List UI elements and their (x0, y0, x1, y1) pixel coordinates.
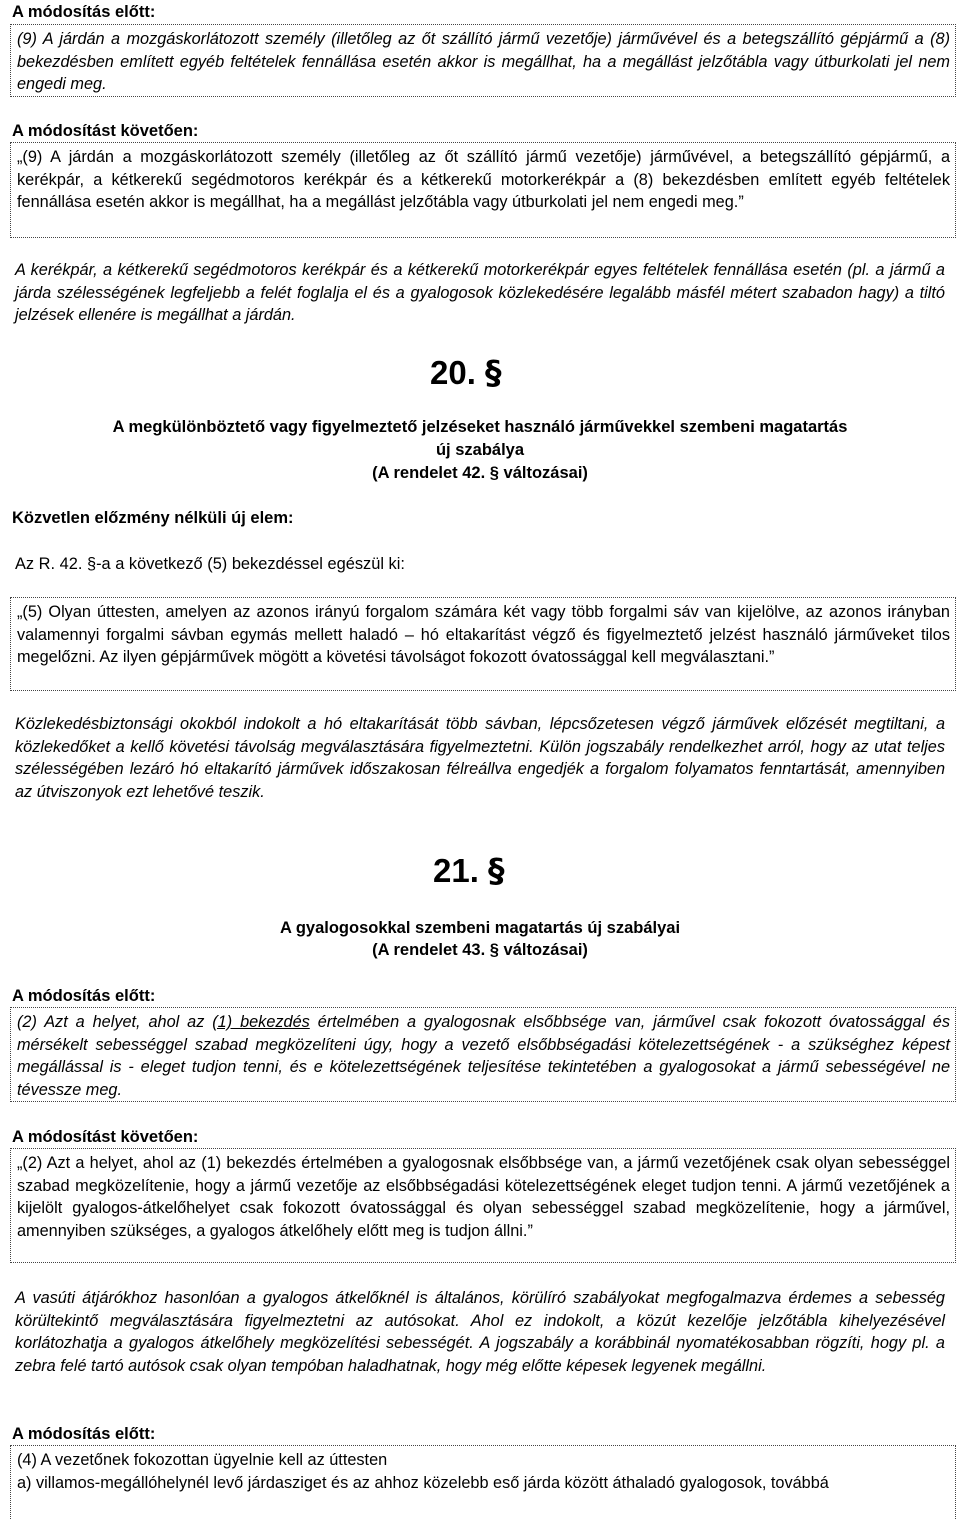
before2-line2: a) villamos-megállóhelynél levő járdasziget és az ahhoz közelebb eső járda között áthaladó gyalogosok, továbbá (17, 1473, 829, 1492)
new-text-20: „(5) Olyan úttesten, amelyen az azonos irányú forgalom számára két vagy több forgalmi sáv van kijelölve, az azonos irányban valamennyi forgalmi sávban egymás mellett haladó – hó eltakarítást végző és figyelmeztető jelzést használó járműveket tilos megelőzni. Az ilyen gépjárművek mögött a követési távolságot fokozott óvatossággal kell megválasztani.” (17, 603, 950, 667)
before2-line1: (4) A vezetőnek fokozottan ügyelnie kell az úttesten (17, 1451, 388, 1469)
paragraph-reference-link[interactable]: (1) bekezdés (212, 1013, 310, 1031)
label-before-1: A módosítás előtt: (12, 3, 156, 21)
section-symbol-icon: § (488, 851, 505, 890)
after-text-box-1 (10, 142, 956, 238)
after-text-box-21 (10, 1148, 956, 1263)
before-text-21 (17, 1011, 950, 1101)
after-text-21: „(2) Azt a helyet, ahol az (1) bekezdés értelmében a gyalogosnak elsőbbsége van, a jármű vezetőjének csak olyan sebességgel szabad megközelítenie, hogy a jármű vezetője az elsőbbségadási kötelezettségének eleget tudjon tenni. A jármű vezetőjének a kijelölt gyalogos-átkelőhelyet csak fokozott óvatossággal és olyan sebességgel szabad megközelítenie, hogy a járművel, amennyiben szükséges, a gyalogos átkelőhely előtt meg is tudjon állni.” (17, 1154, 950, 1240)
note-text-21: A vasúti átjárókhoz hasonlóan a gyalogos átkelőknél is általános, körülíró szabályokat megfogalmazva érdemes a sebesség körültekintő megválasztására figyelmeztetni az autósokat. Ahol ez indokolt, a közút kezelője jelzőtábla kihelyezésével korlátozhatja a gyalogos átkelőhely megközelítési sebességét. A jogszabály a korábbinál nyomatékosabban rögzíti, hogy pl. a zebra felé tartó autósok csak olyan tempóban haladhatnak, hogy még előtte képesek legyenek megállni. (15, 1289, 945, 1375)
label-before-21: A módosítás előtt: (12, 987, 156, 1005)
explanation-note-21 (15, 1287, 945, 1377)
explanation-note-20 (15, 713, 945, 803)
note-text-1: A kerékpár, a kétkerekű segédmotoros kerékpár és a kétkerekű motorkerékpár egyes feltételek fennállása esetén (pl. a jármű a járda szélességének legfeljebb a felét foglalja el és a gyalogosok közlekedésére legalább másfél métert szabadon hagy) a tiltó jelzések ellenére is megállhat a járdán. (15, 261, 945, 325)
section-21-number: 21. (433, 852, 489, 889)
section-20-heading (430, 355, 502, 391)
before-text-1: (9) A járdán a mozgáskorlátozott személy (illetőleg az őt szállító jármű vezetője) járművével és a betegszállító gépjármű a (8) bekezdésben említett egyéb feltételek fennállása esetén akkor is megállhat, ha a megállást jelzőtábla vagy útburkolati jel nem engedi meg. (17, 30, 950, 94)
before-text-box-21b (10, 1445, 956, 1519)
explanation-note-1 (15, 259, 945, 327)
new-text-box-20 (10, 597, 956, 691)
label-new-element: Közvetlen előzmény nélküli új elem: (12, 509, 294, 527)
before-text-box-1 (10, 24, 956, 97)
label-after-1: A módosítást követően: (12, 122, 199, 140)
label-before-21b: A módosítás előtt: (12, 1425, 156, 1443)
section-20-intro: Az R. 42. §-a a következő (5) bekezdéssel egészül ki: (15, 555, 405, 573)
after-text-1: „(9) A járdán a mozgáskorlátozott személy (illetőleg az őt szállító jármű vezetője) járművével, a betegszállító gépjármű, a kerékpár, a kétkerekű segédmotoros kerékpár és a kétkerekű motorkerékpár a (8) bekezdésben említett egyéb feltételek fennállása esetén akkor is megállhat, ha a megállást jelzőtábla vagy útburkolati jel nem engedi meg.” (17, 148, 950, 212)
section-symbol-icon: § (485, 353, 502, 392)
section-21-title-line1: A gyalogosokkal szembeni magatartás új szabályai (279, 919, 681, 937)
label-after-21: A módosítást követően: (12, 1128, 199, 1146)
section-20-title-line2: új szabálya (435, 441, 525, 459)
section-20-title-line3: (A rendelet 42. § változásai) (372, 464, 588, 482)
section-21-heading (433, 853, 505, 889)
before-text-21-post: értelmében a gyalogosnak elsőbbsége van, járművel csak fokozott óvatossággal és mérsékelt sebességgel szabad megközelíteni úgy, hogy a vezető elsőbbségadási kötelezettségének - a szükséghez képest megállással is - eleget tudjon tenni, és e kötelezettségének teljesítése tekintetében a gyalogosokat a jármű sebességével ne tévessze meg. (17, 1013, 950, 1099)
before-text-21-pre: (2) Azt a helyet, ahol az (17, 1013, 213, 1031)
before-text-box-21 (10, 1007, 956, 1102)
section-20-title-line1: A megkülönböztető vagy figyelmeztető jelzéseket használó járművekkel szembeni magatartás (112, 418, 848, 436)
note-text-20: Közlekedésbiztonsági okokból indokolt a hó eltakarítását több sávban, lépcsőzetesen végző járművek előzését megtiltani, a közlekedőket a kellő követési távolság megválasztására figyelmeztetni. Külön jogszabály rendelkezhet arról, hogy az utat teljes szélességében lezáró hó eltakarító járművek időszakosan félreállva engedjék a forgalom folyamatos fenntartását, amennyiben az útviszonyok ezt lehetővé teszik. (15, 715, 945, 801)
section-21-title-line2: (A rendelet 43. § változásai) (372, 941, 588, 959)
section-20-number: 20. (430, 354, 486, 391)
